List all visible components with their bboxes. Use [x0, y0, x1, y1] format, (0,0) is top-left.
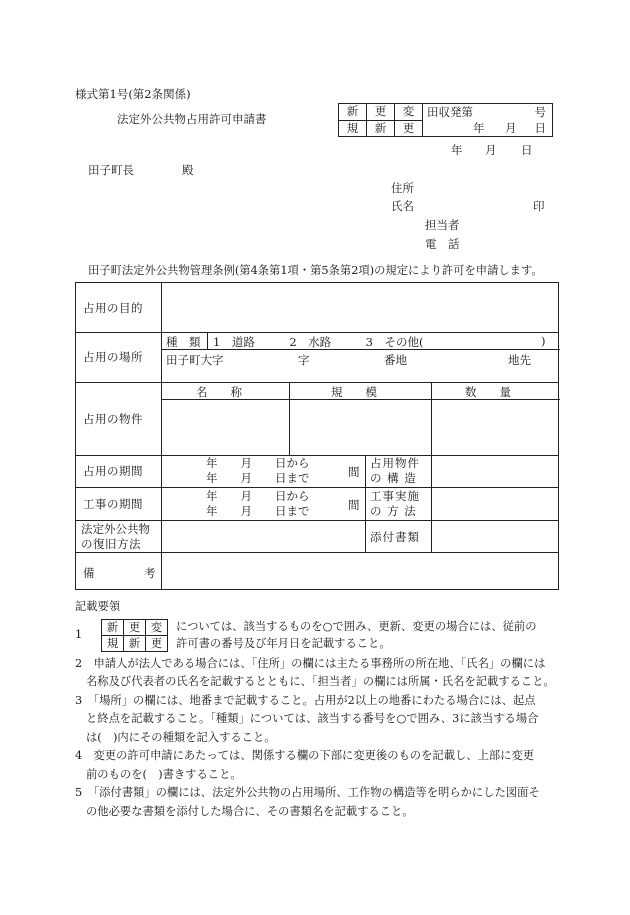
structure-label-2: の 構 造 — [370, 471, 417, 485]
type-options[interactable]: 1 道路 2 水路 3 その他( — [213, 335, 424, 349]
issue-year: 年 — [473, 121, 485, 135]
note-5-line-2: の他必要な書類を添付した場合に、その書類名を記載すること。 — [86, 804, 414, 818]
date-day: 日 — [521, 143, 533, 157]
type-divider — [207, 332, 208, 349]
note-4-line-1: 4 変更の許可申請にあたっては、関係する欄の下部に変更後のものを記載し、上部に変更 — [75, 749, 535, 762]
note-4-line-2: 前のものを( )書きすること。 — [86, 767, 242, 781]
box-cell: 変 — [146, 619, 168, 635]
application-table — [75, 282, 559, 590]
note-3-line-2: と終点を記載すること。「種類」については、該当する番号を○で囲み、3に該当する場合 — [86, 712, 539, 725]
object-label: 占用の物件 — [83, 411, 143, 426]
box-cell: 更 — [395, 120, 423, 137]
period-label: 占用の期間 — [83, 464, 143, 478]
attach-label: 添付書類 — [370, 530, 420, 544]
restore-label-2: の復旧方法 — [81, 537, 141, 551]
box-cell: 新 — [124, 635, 146, 651]
box-cell: 更 — [146, 635, 168, 651]
honorific: 殿 — [182, 163, 194, 177]
notes-heading: 記載要領 — [75, 600, 121, 613]
type-close: ) — [541, 334, 546, 348]
note-1-number: 1 — [75, 627, 83, 641]
remarks-label-2: 考 — [144, 566, 156, 580]
issue-month: 月 — [505, 121, 517, 135]
seal-mark: 印 — [533, 199, 545, 213]
box-cell: 変 — [395, 104, 423, 121]
structure-value-divider — [431, 455, 432, 552]
box-cell: 新 — [339, 104, 367, 121]
object-header-name: 名 称 — [196, 385, 242, 399]
purpose-field[interactable] — [162, 283, 559, 332]
remarks-label-1: 備 — [83, 566, 95, 580]
application-statement: 田子町法定外公共物管理条例(第4条第1項・第5条第2項)の規定により許可を申請します。 — [88, 264, 543, 277]
addressee: 田子町長 — [88, 163, 134, 177]
form-title: 法定外公共物占用許可申請書 — [117, 112, 267, 126]
date-year: 年 — [451, 143, 463, 157]
address-label: 住所 — [391, 181, 414, 195]
row-divider — [76, 520, 558, 521]
work-from[interactable]: 年 月 日から — [206, 489, 310, 503]
form-number: 様式第1号(第2条関係) — [75, 87, 191, 101]
issue-day: 日 — [534, 121, 546, 135]
type-label: 種 類 — [166, 335, 201, 349]
note-1 — [75, 619, 565, 653]
structure-label-1: 占用物件 — [370, 456, 420, 470]
method-label-1: 工事実施 — [370, 489, 420, 503]
box-cell: 新 — [102, 619, 124, 635]
object-header-scale: 規 模 — [331, 385, 377, 399]
issue-suffix: 号 — [534, 105, 546, 119]
work-period-label: 工事の期間 — [83, 496, 143, 511]
box-cell: 規 — [102, 635, 124, 651]
object-header-quantity: 数 量 — [465, 385, 511, 399]
note-1-box — [101, 619, 168, 652]
issue-box — [338, 103, 553, 137]
note-5-line-1: 5 「添付書類」の欄には、法定外公共物の占用場所、工作物の構造等を明らかにした図面そ — [75, 786, 540, 799]
note-2-line-2: 名称及び代表者の氏名を記載するとともに、「担当者」の欄には所属・氏名を記載すること。 — [86, 675, 555, 688]
box-cell: 新 — [367, 120, 395, 137]
object-col-divider — [431, 382, 432, 455]
location-saki[interactable]: 地先 — [508, 353, 531, 367]
period-from[interactable]: 年 月 日から — [206, 456, 310, 470]
place-label: 占用の場所 — [83, 350, 143, 364]
notes-section — [75, 598, 565, 821]
period-between: 間 — [348, 465, 360, 479]
box-cell: 更 — [124, 619, 146, 635]
note-1-line-2: 許可書の番号及び年月日を記載すること。 — [176, 636, 391, 650]
work-to[interactable]: 年 月 日まで — [206, 504, 310, 518]
restore-label-1: 法定外公共物 — [81, 522, 150, 536]
purpose-label: 占用の目的 — [83, 300, 143, 315]
note-3-line-3: は( )内にその種類を記入すること。 — [86, 730, 276, 744]
note-3-line-1: 3 「場所」の欄には、地番まで記載すること。占用が2以上の地番にわたる場合には、起点 — [75, 693, 536, 707]
box-cell: 更 — [367, 104, 395, 121]
contact-label: 担当者 — [425, 218, 460, 232]
issue-label: 田収発第 — [427, 105, 473, 119]
period-to[interactable]: 年 月 日まで — [206, 471, 310, 485]
note-2-line-1: 2 申請人が法人である場合には、「住所」の欄には主たる事務所の所在地、「氏名」の欄には — [75, 656, 546, 670]
location-town[interactable]: 田子町大字 — [166, 353, 224, 367]
location-aza[interactable]: 字 — [298, 353, 310, 367]
box-cell: 規 — [339, 120, 367, 137]
work-between: 間 — [348, 498, 360, 512]
note-1-line-1: については、該当するものを○で囲み、更新、変更の場合には、従前の — [176, 619, 537, 633]
date-month: 月 — [485, 143, 497, 157]
location-banchi[interactable]: 番地 — [384, 353, 407, 367]
phone-label: 電 話 — [425, 237, 460, 251]
issue-number-cell[interactable] — [423, 104, 553, 137]
name-label: 氏名 — [391, 199, 414, 213]
method-label-2: の 方 法 — [370, 504, 417, 518]
attach-divider — [365, 520, 366, 552]
object-col-divider — [289, 382, 290, 455]
remarks-field[interactable] — [162, 553, 559, 590]
